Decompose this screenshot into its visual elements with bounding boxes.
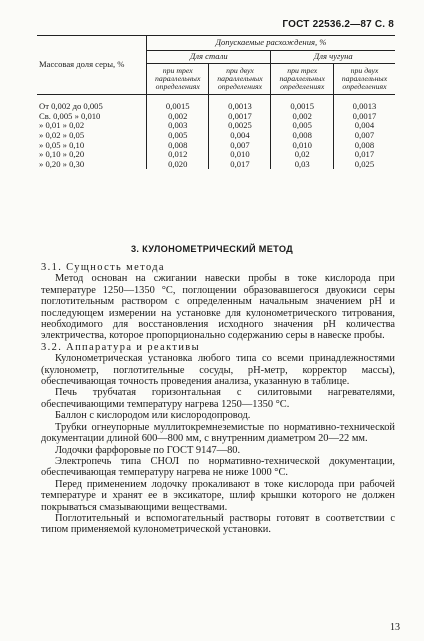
table-row bbox=[37, 112, 395, 122]
cell: 0,02 bbox=[271, 150, 333, 160]
group-header-steel: Для стали bbox=[147, 51, 271, 64]
cell: 0,0015 bbox=[147, 95, 209, 112]
subheader: при двух параллельных определениях bbox=[333, 64, 395, 95]
cell: 0,005 bbox=[271, 121, 333, 131]
cell: 0,004 bbox=[209, 131, 271, 141]
row-label: » 0,10 » 0,20 bbox=[39, 149, 85, 160]
page-number: 13 bbox=[390, 622, 400, 633]
paragraph: Баллон с кислородом или кислородопровод. bbox=[55, 410, 251, 422]
table-row bbox=[37, 131, 395, 141]
cell: 0,020 bbox=[147, 160, 209, 170]
cell: 0,002 bbox=[271, 112, 333, 122]
cell: 0,0017 bbox=[209, 112, 271, 122]
paragraph: Кулонометрическая установка любого типа со всеми принадлежностями (кулонометр, поглотительные сосуды, рН-метр, корректор массы), обеспечивающая точность проведения анализа, указанную в таблице. bbox=[41, 353, 395, 388]
cell: 0,002 bbox=[147, 112, 209, 122]
row-label: » 0,20 » 0,30 bbox=[39, 158, 85, 169]
subheader: при двух параллельных определениях bbox=[209, 64, 271, 95]
section-title: 3. КУЛОНОМЕТРИЧЕСКИЙ МЕТОД bbox=[130, 244, 294, 254]
row-label: От 0,002 до 0,005 bbox=[39, 101, 103, 112]
group-header-iron: Для чугуна bbox=[271, 51, 395, 64]
table-row bbox=[37, 140, 395, 150]
subheader: при трех параллельных определениях bbox=[271, 64, 333, 95]
body-text bbox=[41, 262, 395, 536]
cell: 0,010 bbox=[209, 150, 271, 160]
paragraph: Трубки огнеупорные муллитокремнеземистые по нормативно-технической документации длиной 600—800 мм, с внутренним диаметром 20—22 мм. bbox=[41, 421, 395, 445]
row-label: » 0,01 » 0,02 bbox=[39, 120, 85, 131]
cell: 0,0025 bbox=[209, 121, 271, 131]
paragraph: Перед применением лодочку прокаливают в токе кислорода при рабочей температуре и хранят ее в эксикаторе, шлиф крышки которого не должен покрываться смазывающими веществами. bbox=[41, 478, 395, 513]
paragraph: Электропечь типа СНОЛ по нормативно-технической документации, обеспечивающая температуру нагрева не ниже 1000 °С. bbox=[41, 455, 395, 479]
subsection-heading: 3.2. Аппаратура и реактивы bbox=[41, 341, 200, 353]
cell: 0,0013 bbox=[333, 95, 395, 112]
paragraph: Лодочки фарфоровые по ГОСТ 9147—80. bbox=[55, 444, 241, 456]
table-top-header: Допускаемые расхождения, % bbox=[147, 36, 396, 51]
cell: 0,0015 bbox=[271, 95, 333, 112]
tolerance-table-wrapper bbox=[37, 35, 395, 169]
page-header: ГОСТ 22536.2—87 С. 8 bbox=[282, 19, 394, 30]
row-label: Св. 0,005 » 0,010 bbox=[39, 110, 101, 121]
cell: 0,0017 bbox=[333, 112, 395, 122]
cell: 0,03 bbox=[271, 160, 333, 170]
table-row bbox=[37, 160, 395, 170]
row-label: » 0,02 » 0,05 bbox=[39, 130, 85, 141]
cell: 0,008 bbox=[271, 131, 333, 141]
paragraph: Печь трубчатая горизонтальная с силитовыми нагревателями, обеспечивающими температуру нагрева 1250—1350 °С. bbox=[41, 387, 395, 410]
paragraph: Метод основан на сжигании навески пробы в токе кислорода при температуре 1250—1350 °С, поглощении образовавшегося двуокиси серы поглотительным раствором с определенным начальным значением рН и последующем измерении на установке для кулонометрического титрования, необходимого для восстановления исходного значения рН количества электричества, которое пропорционально содержанию серы в навеске пробы. bbox=[41, 273, 395, 342]
row-label: » 0,05 » 0,10 bbox=[39, 139, 85, 150]
table-row bbox=[37, 121, 395, 131]
table-row bbox=[37, 95, 395, 112]
paragraph: Поглотительный и вспомогательный растворы готовят в соответствии с типом применяемой кулонометрической установки. bbox=[41, 512, 395, 536]
table-left-header: Массовая доля серы, % bbox=[37, 36, 147, 95]
cell: 0,012 bbox=[147, 150, 209, 160]
cell: 0,004 bbox=[333, 121, 395, 131]
cell: 0,0013 bbox=[209, 95, 271, 112]
cell: 0,025 bbox=[333, 160, 395, 170]
cell: 0,007 bbox=[209, 140, 271, 150]
cell: 0,017 bbox=[333, 150, 395, 160]
table-row bbox=[37, 150, 395, 160]
subheader: при трех параллельных определениях bbox=[147, 64, 209, 95]
tolerance-table bbox=[37, 35, 395, 169]
cell: 0,008 bbox=[333, 140, 395, 150]
cell: 0,005 bbox=[147, 131, 209, 141]
cell: 0,010 bbox=[271, 140, 333, 150]
subsection-heading: 3.1. Сущность метода bbox=[41, 262, 165, 273]
cell: 0,008 bbox=[147, 140, 209, 150]
cell: 0,003 bbox=[147, 121, 209, 131]
cell: 0,007 bbox=[333, 131, 395, 141]
cell: 0,017 bbox=[209, 160, 271, 170]
